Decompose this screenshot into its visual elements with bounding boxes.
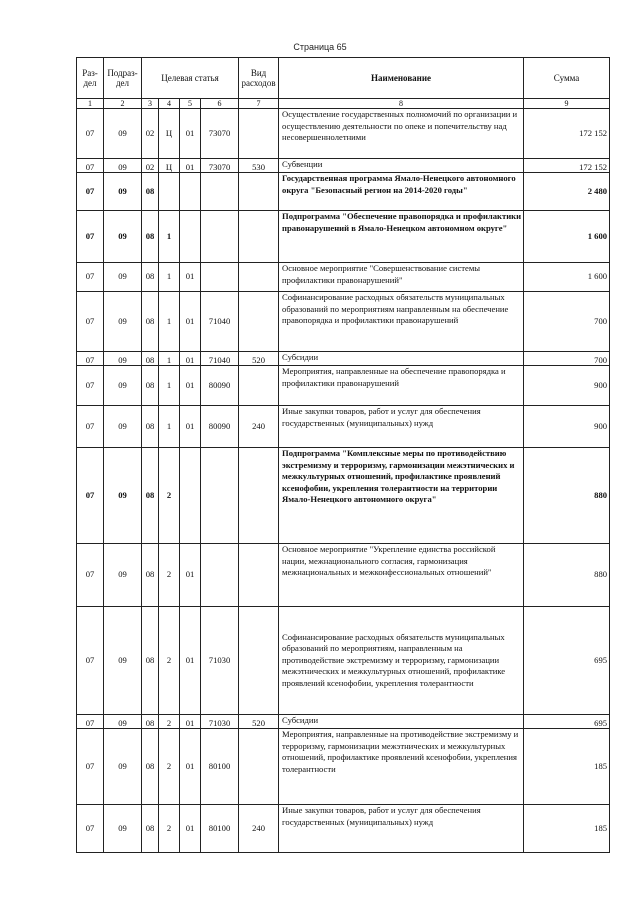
cell-name: Мероприятия, направленные на противодействие экстремизму и терроризму, гармонизации межэтнических и межкультурных отношений, профилактике проявлений ксенофобии, укрепления толерантности [279,729,524,805]
cell-subprogram: 1 [159,366,180,406]
cell-name: Софинансирование расходных обязательств муниципальных образований по мероприятиям направленным на обеспечение правопорядка и профилактики правонарушений [279,292,524,352]
cell-name: Софинансирование расходных обязательств муниципальных образований по мероприятиям, направленным на противодействие экстремизму и терроризму, гармонизации межэтнических и межкультурных отношений, профилактике проявлений ксенофобии, укрепления толерантности [279,607,524,715]
cell-direction [201,173,239,211]
cell-vid [239,211,279,263]
cell-subprogram: 2 [159,607,180,715]
cell-sum: 700 [524,352,610,366]
table-row [77,715,610,729]
cell-measure: 01 [180,366,201,406]
cell-razdel: 07 [77,805,104,853]
header-sum: Сумма [524,58,610,99]
cell-vid [239,448,279,544]
cell-name: Субсидии [279,352,524,366]
cell-program: 08 [142,366,159,406]
cell-program: 08 [142,352,159,366]
cell-vid: 530 [239,159,279,173]
cell-name: Подпрограмма "Обеспечение правопорядка и профилактики правонарушений в Ямало-Ненецком автономном округе" [279,211,524,263]
cell-measure: 01 [180,159,201,173]
cell-vid [239,607,279,715]
table-row [77,729,610,805]
cell-measure: 01 [180,544,201,607]
cell-vid [239,544,279,607]
cell-program: 08 [142,263,159,292]
cell-sum: 900 [524,406,610,448]
cell-direction: 71040 [201,292,239,352]
cell-program: 02 [142,109,159,159]
table-row [77,109,610,159]
cell-sum: 185 [524,805,610,853]
cell-vid: 240 [239,406,279,448]
cell-razdel: 07 [77,715,104,729]
cell-vid [239,729,279,805]
cell-program: 08 [142,406,159,448]
cell-vid [239,263,279,292]
cell-razdel: 07 [77,109,104,159]
cell-vid: 520 [239,715,279,729]
cell-name: Основное мероприятие "Укрепление единства российской нации, межнационального согласия, гармонизация межнациональных и межконфессиональных отношений" [279,544,524,607]
cell-sum: 1 600 [524,263,610,292]
header-vid: Вид расходов [239,58,279,99]
cell-subprogram: 1 [159,263,180,292]
cell-razdel: 07 [77,729,104,805]
cell-subprogram: 2 [159,544,180,607]
col-number: 6 [201,99,239,109]
cell-razdel: 07 [77,159,104,173]
cell-sum: 900 [524,366,610,406]
cell-measure: 01 [180,292,201,352]
cell-razdel: 07 [77,263,104,292]
cell-program: 08 [142,448,159,544]
cell-name: Основное мероприятие "Совершенствование системы профилактики правонарушений" [279,263,524,292]
table-row [77,406,610,448]
cell-measure: 01 [180,607,201,715]
cell-razdel: 07 [77,607,104,715]
cell-vid [239,173,279,211]
table-row [77,211,610,263]
header-podrazdel: Подраз- дел [104,58,142,99]
cell-direction: 73070 [201,159,239,173]
header-razdel: Раз- дел [77,58,104,99]
table-row [77,173,610,211]
cell-subprogram: 2 [159,715,180,729]
col-number: 4 [159,99,180,109]
cell-program: 08 [142,729,159,805]
cell-name: Иные закупки товаров, работ и услуг для обеспечения государственных (муниципальных) нужд [279,406,524,448]
cell-measure: 01 [180,352,201,366]
cell-direction: 80090 [201,366,239,406]
table-row [77,805,610,853]
col-number: 2 [104,99,142,109]
cell-podrazdel: 09 [104,159,142,173]
cell-direction [201,544,239,607]
cell-sum: 1 600 [524,211,610,263]
cell-razdel: 07 [77,448,104,544]
cell-podrazdel: 09 [104,173,142,211]
cell-razdel: 07 [77,366,104,406]
cell-program: 08 [142,292,159,352]
cell-subprogram: Ц [159,109,180,159]
cell-direction: 71030 [201,715,239,729]
cell-direction: 71040 [201,352,239,366]
cell-program: 08 [142,544,159,607]
cell-razdel: 07 [77,211,104,263]
table-row [77,607,610,715]
cell-razdel: 07 [77,173,104,211]
cell-sum: 172 152 [524,109,610,159]
cell-measure: 01 [180,715,201,729]
cell-direction [201,448,239,544]
cell-podrazdel: 09 [104,109,142,159]
cell-razdel: 07 [77,292,104,352]
header-row [77,58,610,99]
budget-table [76,57,610,853]
cell-podrazdel: 09 [104,211,142,263]
col-number: 5 [180,99,201,109]
table-row [77,263,610,292]
cell-podrazdel: 09 [104,406,142,448]
cell-sum: 695 [524,715,610,729]
table-row [77,292,610,352]
cell-direction [201,263,239,292]
cell-razdel: 07 [77,544,104,607]
cell-measure [180,211,201,263]
table-row [77,448,610,544]
table-row [77,544,610,607]
cell-direction [201,211,239,263]
cell-measure: 01 [180,109,201,159]
cell-podrazdel: 09 [104,292,142,352]
cell-subprogram: 2 [159,729,180,805]
table-row [77,159,610,173]
col-number: 7 [239,99,279,109]
cell-podrazdel: 09 [104,729,142,805]
cell-name: Мероприятия, направленные на обеспечение правопорядка и профилактики правонарушений [279,366,524,406]
cell-measure [180,173,201,211]
cell-podrazdel: 09 [104,544,142,607]
cell-vid [239,292,279,352]
cell-measure: 01 [180,263,201,292]
page-number: Страница 65 [293,42,347,52]
cell-subprogram: 2 [159,448,180,544]
cell-sum: 172 152 [524,159,610,173]
cell-vid [239,366,279,406]
cell-measure [180,448,201,544]
cell-program: 02 [142,159,159,173]
cell-podrazdel: 09 [104,448,142,544]
cell-direction: 73070 [201,109,239,159]
cell-program: 08 [142,211,159,263]
cell-sum: 695 [524,607,610,715]
table-row [77,352,610,366]
cell-direction: 71030 [201,607,239,715]
cell-sum: 2 480 [524,173,610,211]
cell-podrazdel: 09 [104,805,142,853]
cell-razdel: 07 [77,352,104,366]
cell-subprogram: 1 [159,211,180,263]
col-number: 3 [142,99,159,109]
cell-podrazdel: 09 [104,263,142,292]
cell-vid: 520 [239,352,279,366]
cell-program: 08 [142,805,159,853]
cell-subprogram: Ц [159,159,180,173]
cell-sum: 185 [524,729,610,805]
cell-name: Иные закупки товаров, работ и услуг для обеспечения государственных (муниципальных) нужд [279,805,524,853]
cell-subprogram: 2 [159,805,180,853]
cell-direction: 80100 [201,805,239,853]
cell-measure: 01 [180,406,201,448]
cell-measure: 01 [180,805,201,853]
cell-subprogram: 1 [159,352,180,366]
cell-subprogram: 1 [159,292,180,352]
cell-razdel: 07 [77,406,104,448]
cell-name: Подпрограмма "Комплексные меры по противодействию экстремизму и терроризму, гармонизации межэтнических и межкультурных отношений, профилактике проявлений ксенофобии, укрепления толерантности на территории Ямало-Ненецкого автономного округа" [279,448,524,544]
cell-subprogram [159,173,180,211]
cell-program: 08 [142,173,159,211]
cell-podrazdel: 09 [104,352,142,366]
header-celevaya: Целевая статья [142,58,239,99]
header-name: Наименование [279,58,524,99]
cell-sum: 700 [524,292,610,352]
cell-name: Субвенции [279,159,524,173]
cell-podrazdel: 09 [104,715,142,729]
cell-name: Государственная программа Ямало-Ненецкого автономного округа "Безопасный регион на 2014-2020 годы" [279,173,524,211]
cell-sum: 880 [524,448,610,544]
col-number: 1 [77,99,104,109]
cell-podrazdel: 09 [104,607,142,715]
cell-podrazdel: 09 [104,366,142,406]
cell-direction: 80100 [201,729,239,805]
column-number-row [77,99,610,109]
cell-direction: 80090 [201,406,239,448]
table-row [77,366,610,406]
cell-vid [239,109,279,159]
cell-name: Осуществление государственных полномочий по организации и осуществлению деятельности по опеке и попечительству над несовершеннолетними [279,109,524,159]
col-number: 8 [279,99,524,109]
col-number: 9 [524,99,610,109]
cell-measure: 01 [180,729,201,805]
cell-name: Субсидии [279,715,524,729]
cell-program: 08 [142,715,159,729]
cell-vid: 240 [239,805,279,853]
cell-sum: 880 [524,544,610,607]
cell-subprogram: 1 [159,406,180,448]
cell-program: 08 [142,607,159,715]
